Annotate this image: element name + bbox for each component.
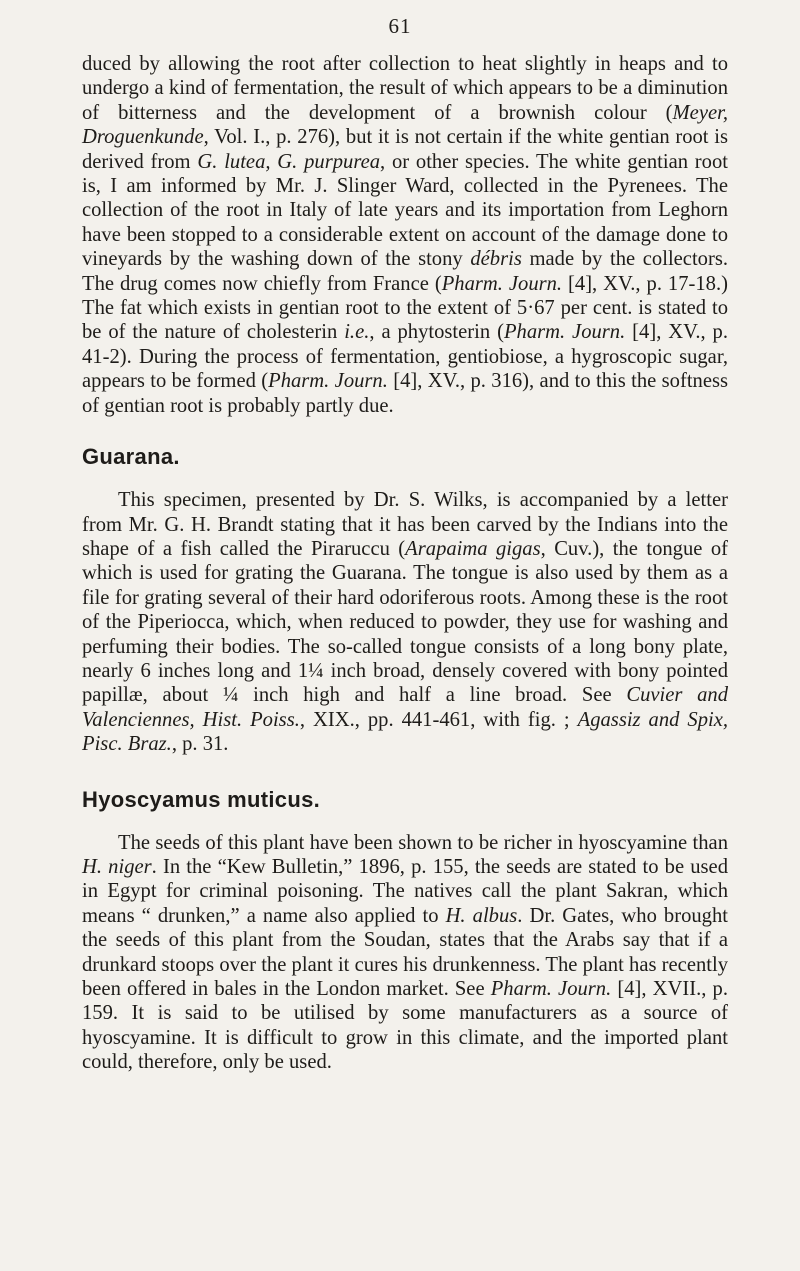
paragraph-guarana: This specimen, presented by Dr. S. Wilks, is accompanied by a letter from Mr. G. H. Brandt stating that it has been carved by the Indians into the shape of a fish called the Piraruccu (Arapaima gigas, Cuv.), the tongue of which is used for grating the Guarana. The tongue is also used by them as a file for grating several of their hard odoriferous roots. Among these is the root of the Piperiocca, which, when reduced to powder, they use for washing and perfuming their bodies. The so-called tongue consists of a long bony plate, nearly 6 inches long and 1¼ inch broad, densely covered with bony pointed papillæ, about ¼ inch high and half a line broad. See Cuvier and Valenciennes, Hist. Poiss., XIX., pp. 441-461, with fig. ; Agassiz and Spix, Pisc. Braz., p. 31. — [82, 489, 729, 756]
section-heading-hyoscyamus: Hyoscyamus muticus. — [82, 786, 321, 812]
page-content — [82, 52, 728, 1075]
paragraph-gentian: duced by allowing the root after collection to heat slightly in heaps and to undergo a kind of fermentation, the result of which appears to be a diminution of bitterness and the development of a brownish colour (Meyer, Droguenkunde, Vol. I., p. 276), but it is not certain if the white gentian root is derived from G. lutea, G. purpurea, or other species. The white gentian root is, I am informed by Mr. J. Slinger Ward, collected in the Pyrenees. The collection of the root in Italy of late years and its importation from Leghorn have been stopped to a considerable extent on account of the damage done to vineyards by the washing down of the stony débris made by the collectors. The drug comes now chiefly from France (Pharm. Journ. [4], XV., p. 17-18.) The fat which exists in gentian root to the extent of 5·67 per cent. is stated to be of the nature of cholesterin i.e., a phytosterin (Pharm. Journ. [4], XV., p. 41-2). During the process of fermentation, gentiobiose, a hygroscopic sugar, appears to be formed (Pharm. Journ. [4], XV., p. 316), and to this the softness of gentian root is probably partly due. — [82, 53, 729, 417]
page-number: 61 — [388, 14, 412, 38]
section-heading-guarana: Guarana. — [82, 444, 180, 470]
paragraph-hyoscyamus: The seeds of this plant have been shown to be richer in hyoscyamine than H. niger. In the “Kew Bulletin,” 1896, p. 155, the seeds are stated to be used in Egypt for criminal poisoning. The natives call the plant Sakran, which means “ drunken,” a name also applied to H. albus. Dr. Gates, who brought the seeds of this plant from the Soudan, states that the Arabs say that if a drunkard stoops over the plant it cures his drunkenness. The plant has recently been offered in bales in the London market. See Pharm. Journ. [4], XVII., p. 159. It is said to be utilised by some manufacturers as a source of hyoscyamine. It is difficult to grow in this climate, and the imported plant could, therefore, only be used. — [82, 831, 728, 1074]
